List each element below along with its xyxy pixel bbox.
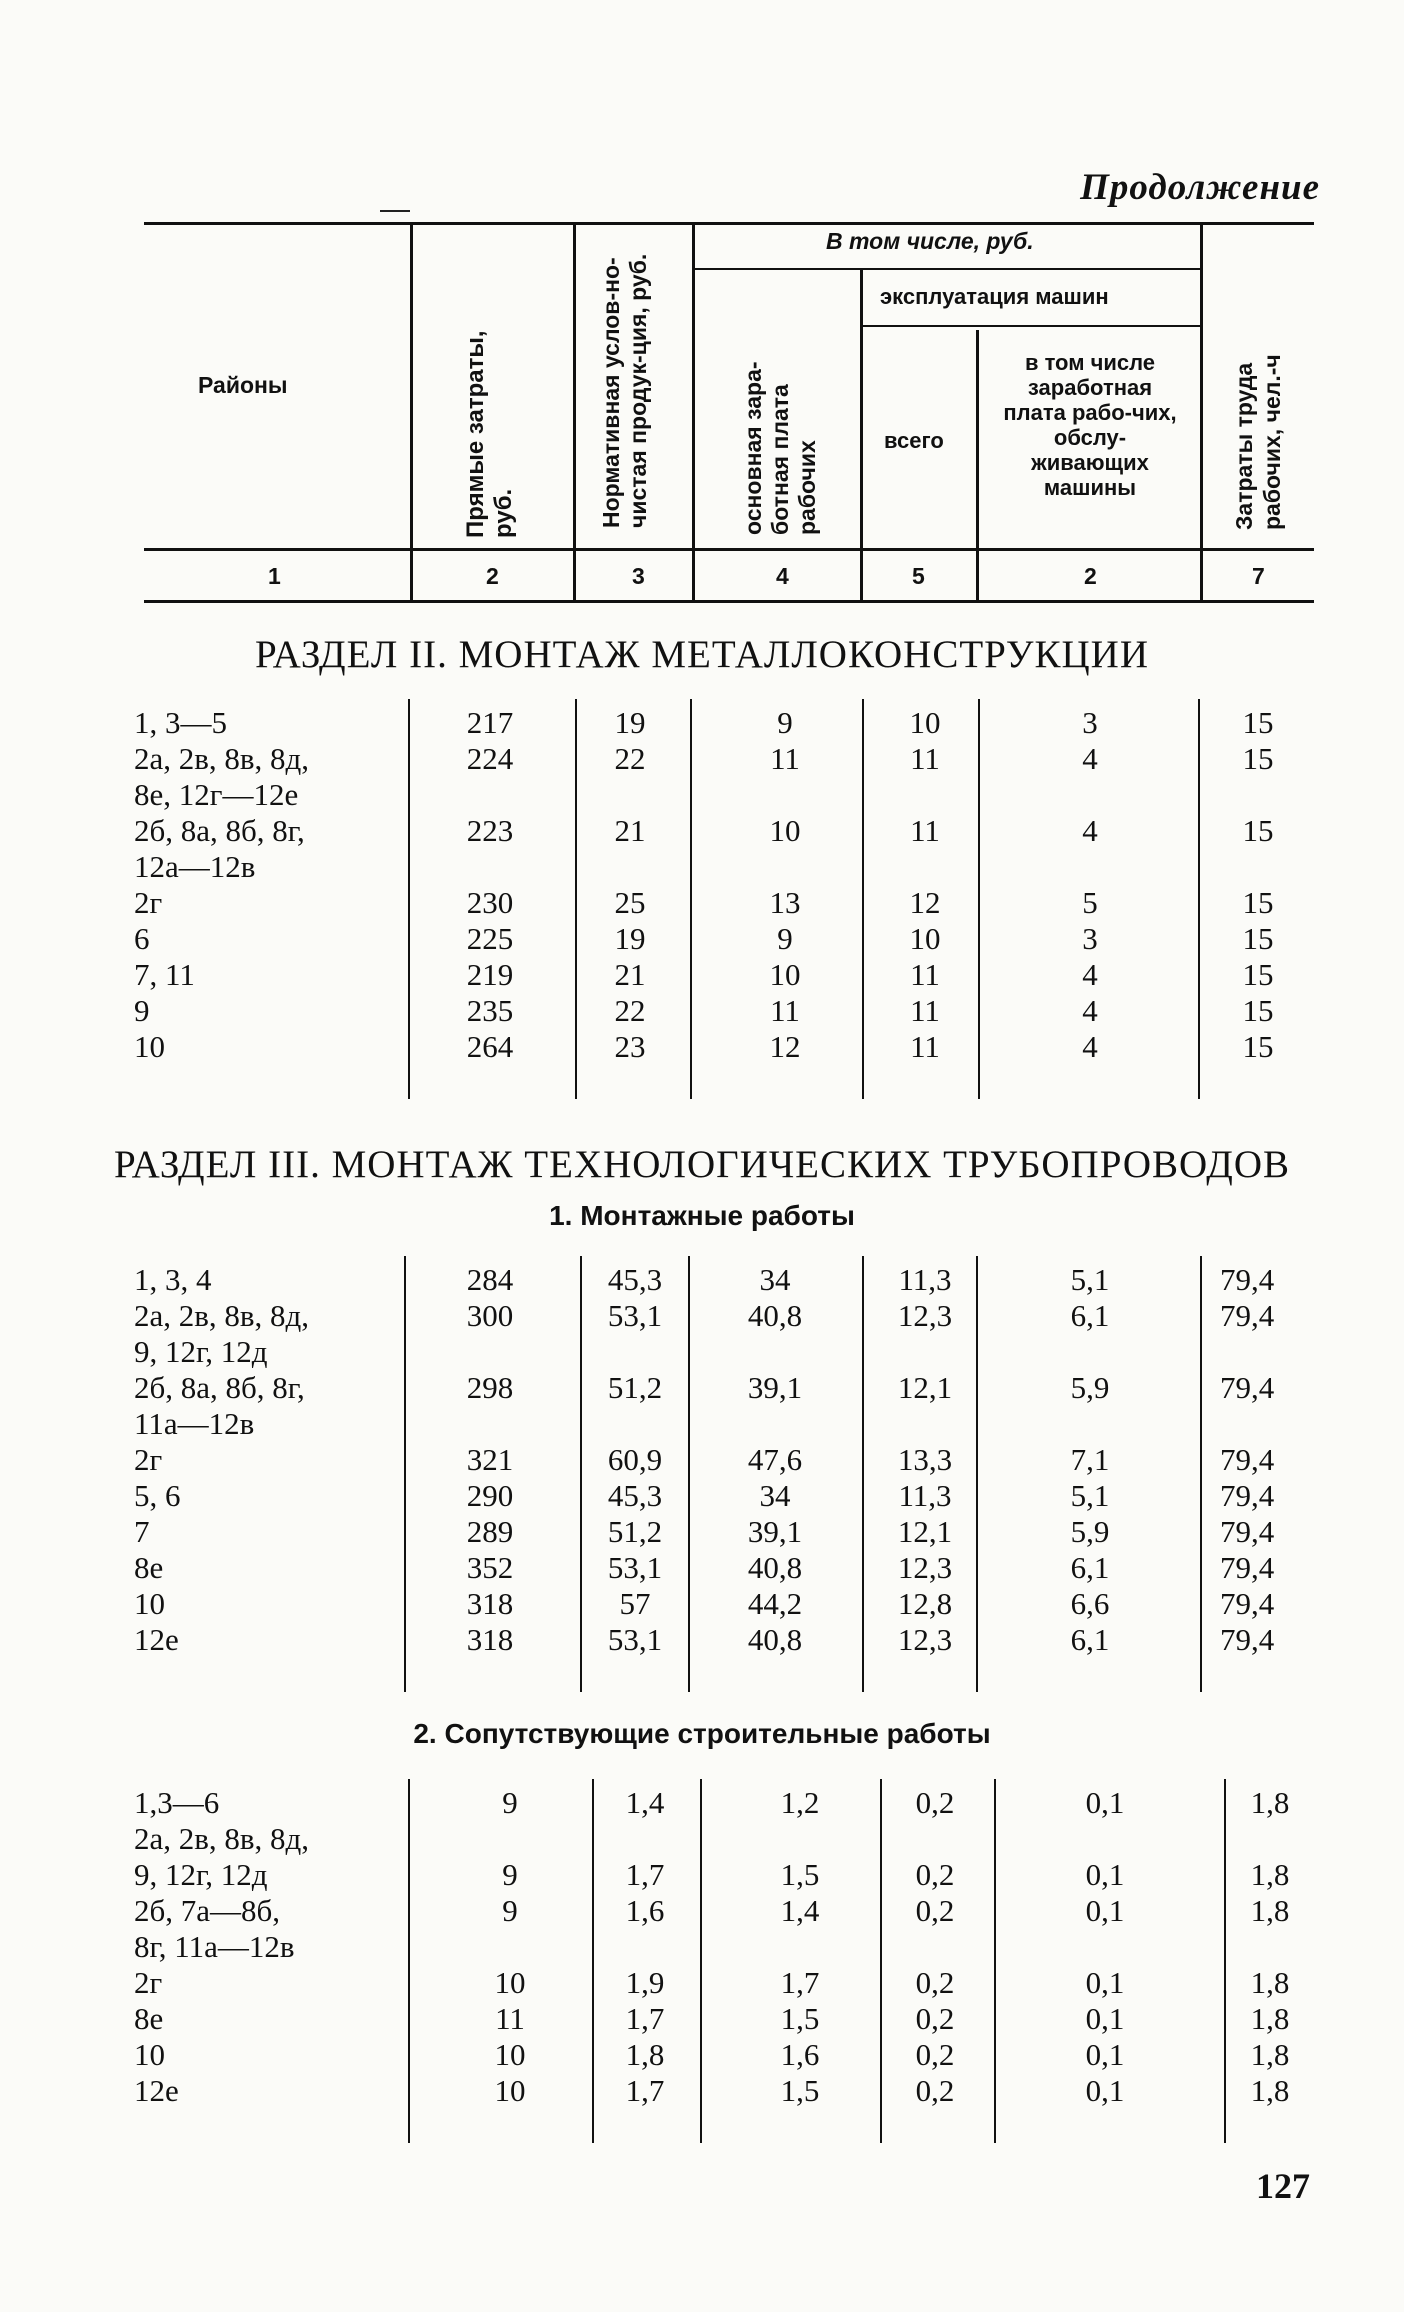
- row-value: 11,3: [898, 1478, 952, 1513]
- row-district: 9: [134, 993, 150, 1028]
- table-row: [0, 993, 1404, 1029]
- table-row: [0, 1334, 1404, 1370]
- table-row: [0, 1893, 1404, 1929]
- row-value: 60,9: [607, 1442, 663, 1477]
- row-value: 0,2: [915, 1785, 955, 1820]
- row-value: 15: [1242, 957, 1274, 992]
- header-zarabotnaya: в том числе заработная плата рабо-чих, обслу-живающих машины: [1003, 350, 1177, 500]
- column-divider: [700, 1779, 702, 2143]
- row-value: 10: [494, 2037, 526, 2072]
- row-value: 4: [1082, 993, 1098, 1028]
- column-divider: [580, 1256, 582, 1692]
- table-row: [0, 2073, 1404, 2109]
- table-row: [0, 1514, 1404, 1550]
- row-value: 1,4: [625, 1785, 665, 1820]
- row-value: 0,2: [915, 2037, 955, 2072]
- row-value: 9: [502, 1893, 518, 1928]
- table-row: [0, 1622, 1404, 1658]
- row-value: 51,2: [607, 1514, 663, 1549]
- row-value: 79,4: [1220, 1298, 1275, 1333]
- row-value: 1,8: [1250, 1857, 1290, 1892]
- table-row: [0, 1478, 1404, 1514]
- row-value: 9: [777, 921, 793, 956]
- column-divider: [978, 699, 980, 1099]
- row-value: 13,3: [897, 1442, 953, 1477]
- col-num: 7: [1252, 563, 1265, 589]
- column-divider: [862, 1256, 864, 1692]
- row-value: 23: [614, 1029, 646, 1064]
- header-zatraty: Затраты труда рабочих, чел.-ч: [1231, 354, 1285, 530]
- row-value: 79,4: [1220, 1262, 1275, 1297]
- row-value: 57: [619, 1586, 651, 1621]
- table-row: [0, 1929, 1404, 1965]
- row-value: 12,3: [897, 1298, 953, 1333]
- numbers-bottom-rule: [144, 600, 1314, 603]
- row-value: 40,8: [747, 1550, 803, 1585]
- column-divider: [994, 1779, 996, 2143]
- row-value: 1,9: [625, 1965, 665, 2000]
- row-value: 223: [466, 813, 514, 848]
- table-row: [0, 813, 1404, 849]
- row-value: 44,2: [747, 1586, 803, 1621]
- row-value: 15: [1242, 741, 1274, 776]
- row-value: 0,1: [1085, 2037, 1125, 2072]
- row-value: 1,5: [780, 2073, 820, 2108]
- header-col-divider: [1200, 222, 1203, 600]
- row-value: 4: [1082, 1029, 1098, 1064]
- row-value: 39,1: [747, 1514, 803, 1549]
- row-value: 22: [614, 741, 646, 776]
- column-divider: [690, 699, 692, 1099]
- row-value: 1,8: [1250, 2037, 1290, 2072]
- row-value: 289: [466, 1514, 514, 1549]
- column-divider: [404, 1256, 406, 1692]
- row-value: 5,1: [1070, 1262, 1110, 1297]
- row-value: 1,8: [1250, 1965, 1290, 2000]
- row-value: 235: [466, 993, 514, 1028]
- row-value: 0,1: [1085, 1785, 1125, 1820]
- row-value: 1,6: [625, 1893, 665, 1928]
- header-bottom-rule: [144, 548, 1314, 551]
- header-pryamye-cell: [462, 308, 522, 538]
- row-district: 2г: [134, 1965, 163, 2000]
- row-district: 2а, 2в, 8в, 8д,: [134, 741, 310, 776]
- column-divider: [408, 699, 410, 1099]
- row-value: 15: [1242, 885, 1274, 920]
- table-row: [0, 705, 1404, 741]
- row-value: 1,7: [625, 2001, 665, 2036]
- row-district: 6: [134, 921, 150, 956]
- row-value: 12,3: [897, 1622, 953, 1657]
- row-value: 79,4: [1220, 1514, 1275, 1549]
- table-row: [0, 2037, 1404, 2073]
- row-district: 1, 3, 4: [134, 1262, 212, 1297]
- header-rayony: Районы: [198, 372, 288, 398]
- row-value: 1,6: [780, 2037, 820, 2072]
- row-value: 21: [614, 957, 646, 992]
- column-divider: [408, 1779, 410, 2143]
- section2-title: РАЗДЕЛ II. МОНТАЖ МЕТАЛЛОКОНСТРУКЦИИ: [254, 633, 1150, 676]
- row-value: 0,1: [1085, 2073, 1125, 2108]
- column-divider: [1198, 699, 1200, 1099]
- row-value: 10: [769, 813, 801, 848]
- row-value: 39,1: [747, 1370, 803, 1405]
- page-number: 127: [1256, 2166, 1310, 2206]
- row-value: 264: [466, 1029, 514, 1064]
- table-row: [0, 1821, 1404, 1857]
- row-district: 8г, 11а—12в: [134, 1929, 295, 1964]
- column-divider: [1224, 1779, 1226, 2143]
- row-value: 6,1: [1070, 1298, 1110, 1333]
- section3-sub1: 1. Монтажные работы: [549, 1200, 855, 1231]
- column-divider: [862, 699, 864, 1099]
- row-value: 79,4: [1220, 1370, 1275, 1405]
- table-row: [0, 1550, 1404, 1586]
- row-value: 3: [1082, 921, 1098, 956]
- row-value: 47,6: [747, 1442, 803, 1477]
- row-value: 12,3: [897, 1550, 953, 1585]
- row-value: 0,1: [1085, 1857, 1125, 1892]
- row-value: 34: [759, 1478, 791, 1513]
- row-value: 5,9: [1070, 1370, 1110, 1405]
- row-value: 1,8: [1250, 1785, 1290, 1820]
- row-value: 6,6: [1070, 1586, 1110, 1621]
- row-value: 40,8: [747, 1622, 803, 1657]
- row-value: 10: [494, 1965, 526, 2000]
- row-value: 12,1: [897, 1514, 953, 1549]
- table-row: [0, 1965, 1404, 2001]
- row-district: 5, 6: [134, 1478, 181, 1513]
- row-value: 3: [1082, 705, 1098, 740]
- table-row: [0, 1262, 1404, 1298]
- row-district: 2г: [134, 1442, 163, 1477]
- col-num: 2: [486, 563, 499, 589]
- table-row: [0, 849, 1404, 885]
- section3-sub2: 2. Сопутствующие строительные работы: [413, 1718, 991, 1749]
- row-value: 12: [909, 885, 941, 920]
- row-value: 79,4: [1220, 1622, 1275, 1657]
- row-value: 290: [466, 1478, 514, 1513]
- row-value: 12,8: [897, 1586, 953, 1621]
- row-value: 0,2: [915, 2073, 955, 2108]
- header-normativnaya: Нормативная услов-но-чистая продук-ция, руб.: [598, 253, 651, 528]
- row-value: 217: [466, 705, 514, 740]
- row-value: 0,1: [1085, 1965, 1125, 2000]
- table-row: [0, 1857, 1404, 1893]
- table-row: [0, 1785, 1404, 1821]
- header-pryamye: Прямые затраты, руб.: [462, 330, 517, 538]
- row-value: 45,3: [607, 1478, 663, 1513]
- row-value: 0,2: [915, 1965, 955, 2000]
- row-value: 15: [1242, 705, 1274, 740]
- col-num: 5: [912, 563, 925, 589]
- row-district: 10: [134, 1586, 165, 1621]
- row-value: 11,3: [898, 1262, 952, 1297]
- table-row: [0, 1442, 1404, 1478]
- row-value: 15: [1242, 813, 1274, 848]
- row-value: 352: [466, 1550, 514, 1585]
- table-row: [0, 1298, 1404, 1334]
- row-value: 0,1: [1085, 1893, 1125, 1928]
- row-value: 4: [1082, 957, 1098, 992]
- row-value: 22: [614, 993, 646, 1028]
- col-num: 2: [1084, 563, 1097, 589]
- row-value: 300: [466, 1298, 514, 1333]
- row-value: 1,5: [780, 2001, 820, 2036]
- column-divider: [575, 699, 577, 1099]
- row-district: 2а, 2в, 8в, 8д,: [134, 1821, 310, 1856]
- row-district: 9, 12г, 12д: [134, 1857, 268, 1892]
- row-value: 225: [466, 921, 514, 956]
- column-divider: [1200, 1256, 1202, 1692]
- row-value: 79,4: [1220, 1550, 1275, 1585]
- row-value: 11: [910, 1029, 940, 1064]
- row-value: 15: [1242, 993, 1274, 1028]
- row-district: 7: [134, 1514, 150, 1549]
- row-district: 11а—12в: [134, 1406, 255, 1441]
- row-value: 230: [466, 885, 514, 920]
- row-value: 11: [910, 993, 940, 1028]
- row-value: 1,8: [1250, 2073, 1290, 2108]
- header-normativnaya-cell: [598, 228, 688, 538]
- row-value: 224: [466, 741, 514, 776]
- row-value: 1,8: [625, 2037, 665, 2072]
- row-value: 21: [614, 813, 646, 848]
- row-district: 1,3—6: [134, 1785, 220, 1820]
- table-row: [0, 1406, 1404, 1442]
- header-osnovnaya-cell: [740, 305, 830, 540]
- row-value: 0,2: [915, 1857, 955, 1892]
- row-value: 318: [466, 1586, 514, 1621]
- row-value: 1,5: [780, 1857, 820, 1892]
- row-value: 11: [770, 741, 800, 776]
- row-value: 79,4: [1220, 1586, 1275, 1621]
- row-value: 1,7: [625, 2073, 665, 2108]
- row-value: 5: [1082, 885, 1098, 920]
- row-district: 7, 11: [134, 957, 195, 992]
- row-value: 11: [770, 993, 800, 1028]
- row-district: 2а, 2в, 8в, 8д,: [134, 1298, 310, 1333]
- row-value: 79,4: [1220, 1442, 1275, 1477]
- header-v-tom-chisle: В том числе, руб.: [826, 228, 1034, 254]
- row-value: 10: [494, 2073, 526, 2108]
- row-value: 13: [769, 885, 801, 920]
- column-divider: [880, 1779, 882, 2143]
- row-value: 11: [910, 957, 940, 992]
- row-value: 0,1: [1085, 2001, 1125, 2036]
- row-district: 8е, 12г—12е: [134, 777, 299, 812]
- table-row: [0, 1370, 1404, 1406]
- row-value: 1,7: [625, 1857, 665, 1892]
- row-value: 10: [909, 705, 941, 740]
- row-district: 12е: [134, 2073, 179, 2108]
- table-row: [0, 885, 1404, 921]
- row-value: 9: [502, 1857, 518, 1892]
- table-row: [0, 957, 1404, 993]
- table-row: [0, 1029, 1404, 1065]
- row-value: 15: [1242, 1029, 1274, 1064]
- row-district: 2б, 7а—8б,: [134, 1893, 281, 1928]
- row-value: 79,4: [1220, 1478, 1275, 1513]
- header-top-rule: [144, 222, 1314, 225]
- row-value: 11: [910, 813, 940, 848]
- row-value: 1,8: [1250, 2001, 1290, 2036]
- row-district: 12е: [134, 1622, 179, 1657]
- row-value: 15: [1242, 921, 1274, 956]
- row-value: 5,9: [1070, 1514, 1110, 1549]
- header-col-divider: [692, 222, 695, 600]
- row-value: 1,2: [780, 1785, 820, 1820]
- row-district: 8е: [134, 2001, 164, 2036]
- row-value: 5,1: [1070, 1478, 1110, 1513]
- col-num: 4: [776, 563, 789, 589]
- row-district: 12а—12в: [134, 849, 256, 884]
- row-district: 10: [134, 1029, 165, 1064]
- row-value: 6,1: [1070, 1550, 1110, 1585]
- section3-title: РАЗДЕЛ III. МОНТАЖ ТЕХНОЛОГИЧЕСКИХ ТРУБОПРОВОДОВ: [113, 1143, 1291, 1186]
- table-row: [0, 741, 1404, 777]
- row-value: 40,8: [747, 1298, 803, 1333]
- column-divider: [688, 1256, 690, 1692]
- row-value: 318: [466, 1622, 514, 1657]
- header-tick: [380, 210, 410, 212]
- row-value: 321: [466, 1442, 514, 1477]
- row-value: 1,8: [1250, 1893, 1290, 1928]
- row-value: 19: [614, 921, 646, 956]
- table-row: [0, 921, 1404, 957]
- table-row: [0, 2001, 1404, 2037]
- row-value: 6,1: [1070, 1622, 1110, 1657]
- row-district: 10: [134, 2037, 165, 2072]
- header-vsego: всего: [884, 428, 944, 453]
- row-value: 34: [759, 1262, 791, 1297]
- row-district: 1, 3—5: [134, 705, 227, 740]
- row-value: 284: [466, 1262, 514, 1297]
- row-value: 298: [466, 1370, 514, 1405]
- row-value: 7,1: [1070, 1442, 1110, 1477]
- row-value: 1,7: [780, 1965, 820, 2000]
- header-col-divider: [410, 222, 413, 600]
- row-value: 10: [769, 957, 801, 992]
- row-value: 25: [614, 885, 646, 920]
- row-value: 12: [769, 1029, 801, 1064]
- row-value: 1,4: [780, 1893, 820, 1928]
- row-value: 0,2: [915, 2001, 955, 2036]
- row-value: 10: [909, 921, 941, 956]
- header-col-divider: [573, 222, 576, 600]
- column-numbers-row: [0, 558, 1404, 594]
- row-value: 11: [495, 2001, 525, 2036]
- row-value: 45,3: [607, 1262, 663, 1297]
- row-value: 4: [1082, 813, 1098, 848]
- column-divider: [976, 1256, 978, 1692]
- row-district: 8е: [134, 1550, 164, 1585]
- row-district: 2г: [134, 885, 163, 920]
- col-num: 1: [268, 563, 281, 589]
- row-value: 19: [614, 705, 646, 740]
- row-value: 0,2: [915, 1893, 955, 1928]
- row-value: 9: [777, 705, 793, 740]
- table-row: [0, 1586, 1404, 1622]
- row-value: 4: [1082, 741, 1098, 776]
- row-value: 11: [910, 741, 940, 776]
- col-num: 3: [632, 563, 645, 589]
- header-sub-rule: [692, 268, 1200, 270]
- column-divider: [592, 1779, 594, 2143]
- row-district: 2б, 8а, 8б, 8г,: [134, 813, 305, 848]
- header-osnovnaya: основная зара-ботная плата рабочих: [740, 361, 820, 535]
- row-value: 219: [466, 957, 514, 992]
- header-col-divider: [860, 270, 863, 600]
- row-district: 9, 12г, 12д: [134, 1334, 268, 1369]
- header-sub-rule: [860, 325, 1200, 327]
- row-value: 12,1: [897, 1370, 953, 1405]
- row-value: 53,1: [607, 1622, 663, 1657]
- header-zatraty-cell: [1230, 300, 1296, 535]
- row-value: 51,2: [607, 1370, 663, 1405]
- row-value: 53,1: [607, 1298, 663, 1333]
- row-value: 53,1: [607, 1550, 663, 1585]
- table-row: [0, 777, 1404, 813]
- row-district: 2б, 8а, 8б, 8г,: [134, 1370, 305, 1405]
- continuation-label: Продолжение: [1080, 167, 1320, 208]
- header-ekspluatatsiya: эксплуатация машин: [880, 284, 1109, 309]
- row-value: 9: [502, 1785, 518, 1820]
